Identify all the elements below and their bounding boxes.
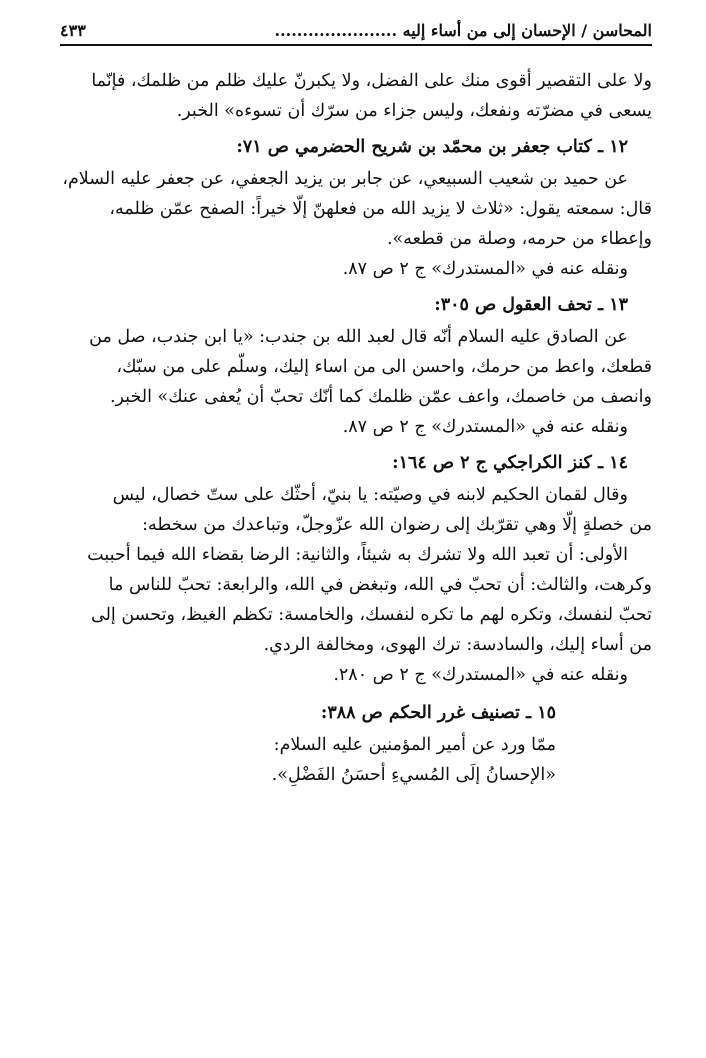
text-line: وكرهت، والثالث: أن تحبّ في الله، وتبغض في الله، والرابعة: تحبّ للناس ما: [108, 575, 652, 595]
text-line: من أساء إليك، والسادسة: ترك الهوى، ومخالفة الردي.: [263, 635, 652, 655]
quote-line: «الإحسانُ إلَى المُسيءِ أحسَنُ الفَضْلِ».: [271, 765, 556, 785]
text-line: عن حميد بن شعيب السبيعي، عن جابر بن يزيد الجعفي، عن جعفر عليه السلام،: [62, 169, 628, 189]
text-line: قال: سمعته يقول: «ثلاث لا يزيد الله من فعلهنّ إلّا خيراً: الصفح عمّن ظلمه،: [109, 199, 652, 219]
text-line: الأولى: أن تعبد الله ولا تشرك به شيئاً، والثانية: الرضا بقضاء الله فيما أحببت: [87, 545, 628, 565]
citation: ونقله عنه في «المستدرك» ج ٢ ص ٨٧.: [342, 259, 628, 279]
text-line: قطعك، واعط من حرمك، واحسن الى من اساء إليك، وسلّم على من سبّك،: [116, 357, 652, 377]
page-number: ٤٣٣: [60, 21, 86, 40]
text-line: وقال لقمان الحكيم لابنه في وصيّته: يا بنيّ، أحثّك على ستّ خصال، ليس: [112, 485, 628, 505]
section-heading: ١٤ ـ كنز الكراجكي ج ٢ ص ١٦٤:: [392, 453, 628, 473]
page-header: [60, 10, 652, 46]
text-line: عن الصادق عليه السلام أنّه قال لعبد الله بن جندب: «يا ابن جندب، صل من: [89, 327, 628, 347]
section-heading: ١٣ ـ تحف العقول ص ٣٠٥:: [434, 295, 628, 315]
citation: ونقله عنه في «المستدرك» ج ٢ ص ٨٧.: [342, 417, 628, 437]
section-heading: ١٥ ـ تصنيف غرر الحكم ص ٣٨٨:: [320, 703, 556, 723]
text-line: وإعطاء من حرمه، وصلة من قطعه».: [386, 229, 652, 249]
page-body: [60, 66, 652, 790]
text-line: وانصف من خاصمك، واعف عمّن ظلمك كما أنّك تحبّ أن يُعفى عنك» الخبر.: [109, 387, 652, 407]
intro-line: يسعى في مضرّته ونفعك، وليس جزاء من سرّك أن تسوءه» الخبر.: [176, 101, 652, 121]
text-line: من خصلةٍ إلّا وهي تقرّبك إلى رضوان الله عزّوجلّ، وتباعدك من سخطه:: [142, 515, 652, 535]
text-line: تحبّ لنفسك، وتكره لهم ما تكره لنفسك، والخامسة: تكظم الغيظ، وتحسن إلى: [91, 605, 652, 625]
running-title: المحاسن / الإحسان إلى من أساء إليه ......................: [274, 21, 652, 40]
text-line: ممّا ورد عن أمير المؤمنين عليه السلام:: [273, 735, 556, 755]
section-12: [60, 132, 652, 284]
citation: ونقله عنه في «المستدرك» ج ٢ ص ٢٨٠.: [333, 665, 628, 685]
intro-line: ولا على التقصير أقوى منك على الفضل، ولا يكبرنّ عليك ظلم من ظلمك، فإنّما: [91, 71, 652, 91]
section-15: [60, 698, 652, 790]
section-14: [60, 448, 652, 690]
section-13: [60, 290, 652, 442]
section-heading: ١٢ ـ كتاب جعفر بن محمّد بن شريح الحضرمي ص ٧١:: [236, 137, 628, 157]
